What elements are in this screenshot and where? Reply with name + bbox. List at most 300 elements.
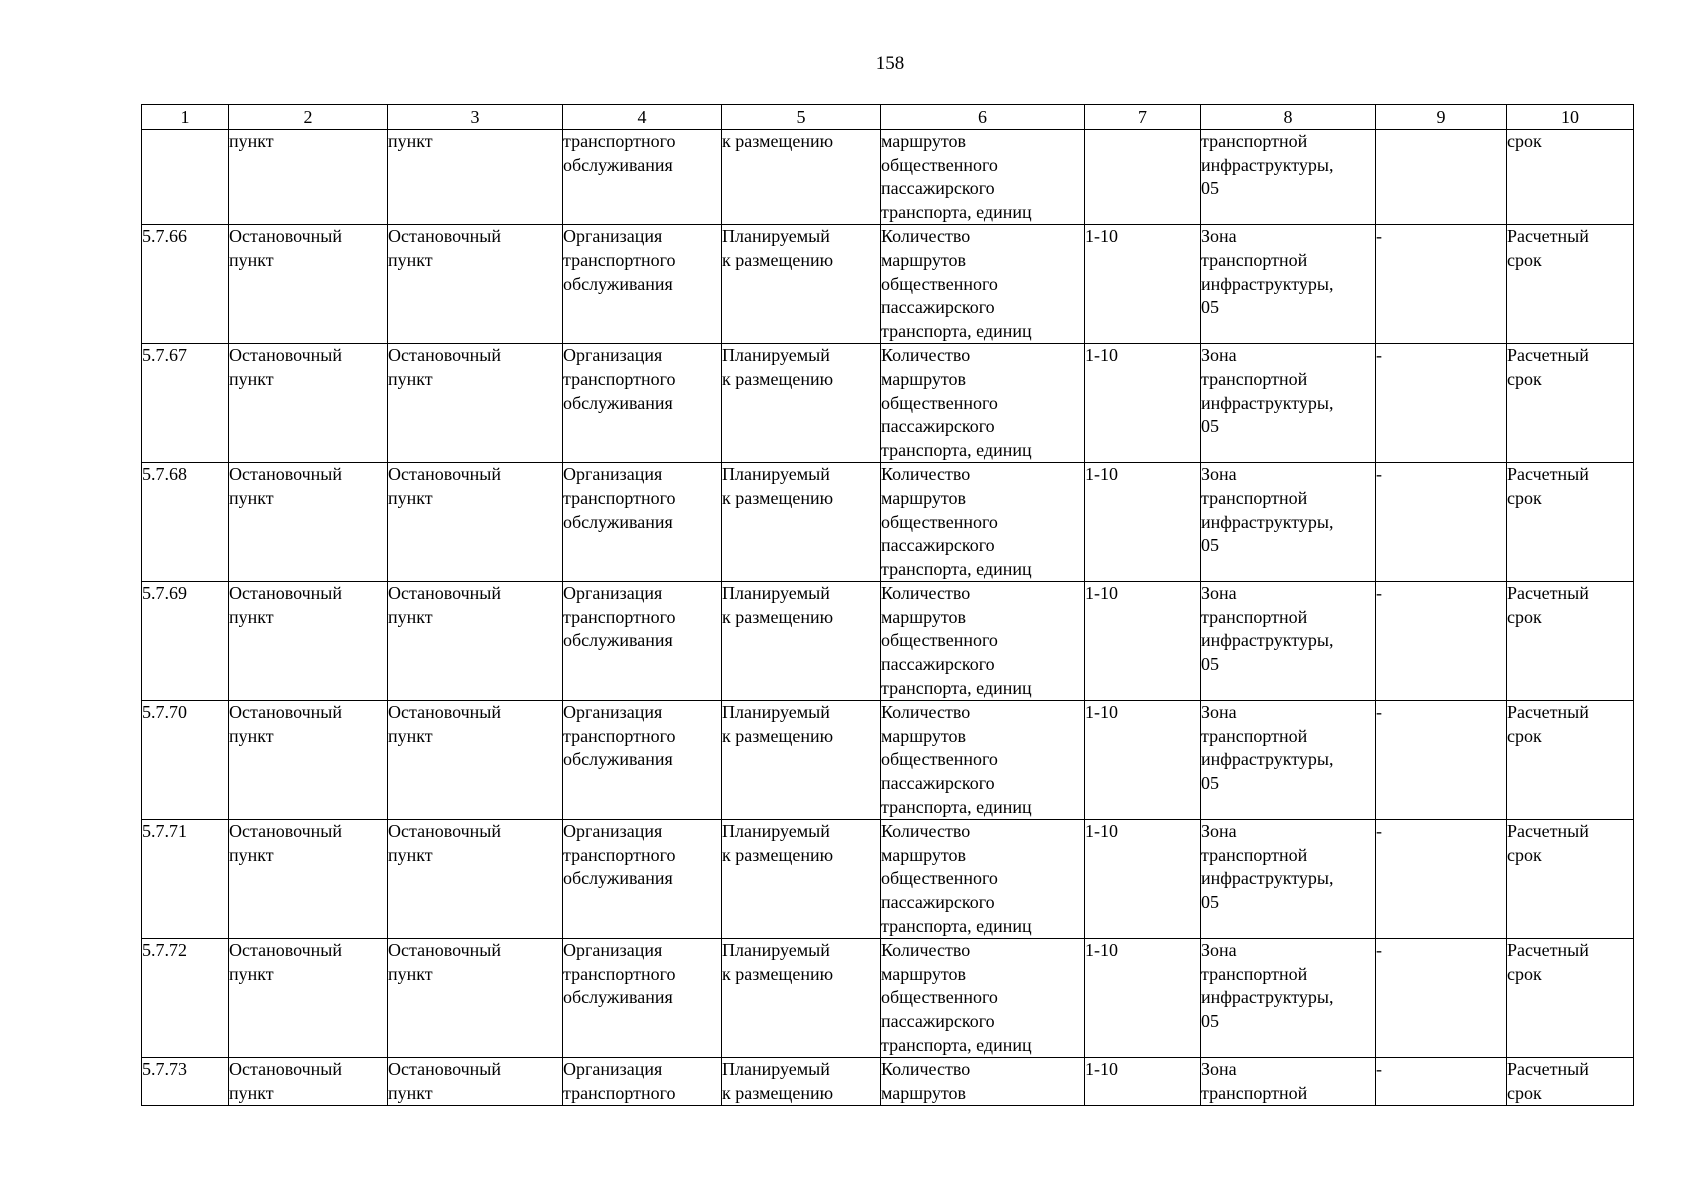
cell-text-line: пассажирского [881, 416, 995, 437]
table-cell [722, 939, 881, 1058]
table-cell [1085, 463, 1201, 582]
cell-text-line: обслуживания [563, 392, 673, 413]
cell-text-line: обслуживания [563, 749, 673, 770]
table-cell [881, 582, 1085, 701]
cell-text-line: пункт [388, 844, 433, 865]
cell-text-line: транспортной [1201, 963, 1308, 984]
cell-text-line: пассажирского [881, 1010, 995, 1031]
table-cell [388, 939, 563, 1058]
table-cell [229, 130, 388, 225]
table-row [142, 582, 1634, 701]
cell-text-line: транспортной [1201, 725, 1308, 746]
cell-text-line: 05 [1201, 535, 1219, 556]
cell-text-line: пункт [388, 963, 433, 984]
cell-text-line: 1-10 [1085, 1059, 1118, 1080]
table-cell [1085, 701, 1201, 820]
table-row [142, 130, 1634, 225]
cell-text-line: 5.7.73 [142, 1059, 187, 1080]
table-cell [1201, 463, 1376, 582]
table-cell [1201, 701, 1376, 820]
table-cell [881, 820, 1085, 939]
column-header: 6 [881, 105, 1085, 130]
cell-text-line: обслуживания [563, 273, 673, 294]
table-cell [1085, 939, 1201, 1058]
cell-text-line: Количество [881, 345, 971, 366]
table-cell [1507, 344, 1634, 463]
table-cell [563, 463, 722, 582]
cell-text-line: срок [1507, 368, 1542, 389]
table-row [142, 939, 1634, 1058]
cell-text-line: обслуживания [563, 154, 673, 175]
cell-text-line: Остановочный [388, 1059, 502, 1080]
cell-text-line: 5.7.72 [142, 940, 187, 961]
cell-text-line: пункт [229, 131, 274, 151]
cell-text-line: пассажирского [881, 773, 995, 794]
cell-text-line: Планируемый [722, 702, 830, 723]
cell-text-line: 5.7.66 [142, 226, 187, 247]
cell-text-line: транспортной [1201, 131, 1308, 151]
cell-text-line: Остановочный [229, 583, 343, 604]
cell-text-line: 1-10 [1085, 583, 1118, 604]
table-cell [229, 820, 388, 939]
cell-text-line: пассажирского [881, 654, 995, 675]
table-cell [563, 1058, 722, 1106]
table-cell [142, 130, 229, 225]
table-cell [563, 701, 722, 820]
cell-text-line: к размещению [722, 487, 834, 508]
cell-text-line: Планируемый [722, 345, 830, 366]
table-cell [722, 225, 881, 344]
cell-text-line: Остановочный [388, 940, 502, 961]
table-cell [229, 463, 388, 582]
table-cell [563, 582, 722, 701]
cell-text-line: инфраструктуры, [1201, 868, 1334, 889]
cell-text-line: 1-10 [1085, 345, 1118, 366]
cell-text-line: к размещению [722, 725, 834, 746]
cell-text-line: транспортного [563, 844, 676, 865]
table-cell [142, 701, 229, 820]
cell-text-line: к размещению [722, 963, 834, 984]
cell-text-line: транспортного [563, 725, 676, 746]
cell-text-line: срок [1507, 963, 1542, 984]
cell-text-line: Зона [1201, 940, 1237, 961]
cell-text-line: Расчетный [1507, 583, 1589, 604]
table-row [142, 820, 1634, 939]
cell-text-line: Организация [563, 1059, 663, 1080]
table-cell [722, 344, 881, 463]
cell-text-line: Планируемый [722, 226, 830, 247]
table-cell [1507, 701, 1634, 820]
table-cell [388, 344, 563, 463]
cell-text-line: Расчетный [1507, 821, 1589, 842]
table-cell [1507, 582, 1634, 701]
cell-text-line: транспорта, единиц [881, 201, 1032, 222]
cell-text-line: Количество [881, 940, 971, 961]
cell-text-line: срок [1507, 249, 1542, 270]
cell-text-line: маршрутов [881, 725, 967, 746]
cell-text-line: Расчетный [1507, 702, 1589, 723]
table-cell [1507, 939, 1634, 1058]
table-cell [722, 130, 881, 225]
table-cell [1507, 820, 1634, 939]
cell-text-line: Организация [563, 821, 663, 842]
table-cell [388, 463, 563, 582]
cell-text-line: транспорта, единиц [881, 439, 1032, 460]
cell-text-line: Организация [563, 464, 663, 485]
cell-text-line: к размещению [722, 844, 834, 865]
cell-text-line: Организация [563, 345, 663, 366]
table-cell [1201, 939, 1376, 1058]
table-cell [1201, 225, 1376, 344]
table-cell [1201, 344, 1376, 463]
cell-text-line: 5.7.67 [142, 345, 187, 366]
cell-text-line: Количество [881, 1059, 971, 1080]
cell-text-line: срок [1507, 131, 1542, 151]
cell-text-line: Количество [881, 226, 971, 247]
cell-text-line: транспорта, единиц [881, 796, 1032, 817]
cell-text-line: обслуживания [563, 511, 673, 532]
table-cell [881, 701, 1085, 820]
cell-text-line: Количество [881, 821, 971, 842]
cell-text-line: Расчетный [1507, 1059, 1589, 1080]
cell-text-line: 5.7.71 [142, 821, 187, 842]
header-row [142, 105, 1634, 130]
cell-text-line: Организация [563, 940, 663, 961]
cell-text-line: транспортной [1201, 844, 1308, 865]
cell-text-line: общественного [881, 630, 998, 651]
cell-text-line: Планируемый [722, 940, 830, 961]
table-cell [881, 463, 1085, 582]
cell-text-line: маршрутов [881, 963, 967, 984]
cell-text-line: Остановочный [229, 821, 343, 842]
cell-text-line: Расчетный [1507, 345, 1589, 366]
cell-text-line: пункт [229, 963, 274, 984]
cell-text-line: Количество [881, 583, 971, 604]
table-header [142, 105, 1634, 130]
cell-text-line: пункт [229, 487, 274, 508]
cell-text-line: пункт [229, 606, 274, 627]
cell-text-line: - [1376, 940, 1382, 961]
table-cell [142, 225, 229, 344]
table-cell [1376, 701, 1507, 820]
table-cell [1376, 344, 1507, 463]
cell-text-line: 05 [1201, 178, 1219, 199]
cell-text-line: транспортной [1201, 249, 1308, 270]
cell-text-line: маршрутов [881, 1082, 967, 1103]
cell-text-line: пассажирского [881, 892, 995, 912]
table-cell [1201, 130, 1376, 225]
table-cell [722, 701, 881, 820]
table-cell [1201, 820, 1376, 939]
table-row [142, 463, 1634, 582]
table-cell [722, 463, 881, 582]
table-cell [1085, 225, 1201, 344]
cell-text-line: Расчетный [1507, 940, 1589, 961]
cell-text-line: маршрутов [881, 131, 967, 151]
table-cell [229, 225, 388, 344]
cell-text-line: общественного [881, 511, 998, 532]
cell-text-line: транспорта, единиц [881, 558, 1032, 579]
cell-text-line: к размещению [722, 368, 834, 389]
cell-text-line: 1-10 [1085, 821, 1118, 842]
column-header: 9 [1376, 105, 1507, 130]
cell-text-line: - [1376, 226, 1382, 247]
table-cell [881, 939, 1085, 1058]
cell-text-line: Зона [1201, 1059, 1237, 1080]
cell-text-line: инфраструктуры, [1201, 273, 1334, 294]
table-cell [388, 1058, 563, 1106]
table-cell [388, 130, 563, 225]
cell-text-line: общественного [881, 273, 998, 294]
table-cell [229, 701, 388, 820]
table-cell [1085, 344, 1201, 463]
table-cell [563, 130, 722, 225]
table-cell [563, 939, 722, 1058]
cell-text-line: Остановочный [229, 702, 343, 723]
table-cell [142, 939, 229, 1058]
cell-text-line: транспорта, единиц [881, 1034, 1032, 1055]
cell-text-line: 05 [1201, 1010, 1219, 1031]
cell-text-line: пассажирского [881, 178, 995, 199]
cell-text-line: транспортного [563, 487, 676, 508]
cell-text-line: Зона [1201, 821, 1237, 842]
cell-text-line: транспортного [563, 606, 676, 627]
cell-text-line: маршрутов [881, 606, 967, 627]
table-row [142, 1058, 1634, 1106]
cell-text-line: срок [1507, 606, 1542, 627]
table-cell [881, 344, 1085, 463]
cell-text-line: транспортной [1201, 487, 1308, 508]
table-cell [1376, 820, 1507, 939]
table-cell [1376, 225, 1507, 344]
cell-text-line: Остановочный [388, 583, 502, 604]
cell-text-line: пункт [388, 1082, 433, 1103]
cell-text-line: срок [1507, 844, 1542, 865]
cell-text-line: транспорта, единиц [881, 677, 1032, 698]
table-cell [142, 344, 229, 463]
cell-text-line: к размещению [722, 249, 834, 270]
cell-text-line: пункт [388, 249, 433, 270]
cell-text-line: - [1376, 1059, 1382, 1080]
cell-text-line: общественного [881, 868, 998, 889]
cell-text-line: пункт [388, 368, 433, 389]
cell-text-line: обслуживания [563, 987, 673, 1008]
cell-text-line: маршрутов [881, 844, 967, 865]
cell-text-line: общественного [881, 154, 998, 175]
cell-text-line: срок [1507, 725, 1542, 746]
cell-text-line: Расчетный [1507, 226, 1589, 247]
cell-text-line: 05 [1201, 773, 1219, 794]
data-table [141, 104, 1634, 1106]
cell-text-line: транспорта, единиц [881, 915, 1032, 936]
cell-text-line: транспортной [1201, 368, 1308, 389]
cell-text-line: транспорта, единиц [881, 320, 1032, 341]
cell-text-line: транспортной [1201, 1082, 1308, 1103]
cell-text-line: - [1376, 583, 1382, 604]
cell-text-line: пассажирского [881, 297, 995, 318]
table-cell [1507, 225, 1634, 344]
cell-text-line: Зона [1201, 583, 1237, 604]
cell-text-line: Планируемый [722, 583, 830, 604]
cell-text-line: пункт [229, 368, 274, 389]
cell-text-line: 5.7.70 [142, 702, 187, 723]
cell-text-line: обслуживания [563, 868, 673, 889]
table-cell [1085, 820, 1201, 939]
column-header: 3 [388, 105, 563, 130]
cell-text-line: транспортного [563, 249, 676, 270]
cell-text-line: Планируемый [722, 464, 830, 485]
cell-text-line: пункт [388, 487, 433, 508]
cell-text-line: - [1376, 345, 1382, 366]
cell-text-line: к размещению [722, 131, 834, 151]
table-cell [1376, 1058, 1507, 1106]
cell-text-line: Зона [1201, 226, 1237, 247]
table-cell [1085, 130, 1201, 225]
cell-text-line: Остановочный [388, 345, 502, 366]
table-cell [388, 582, 563, 701]
cell-text-line: Организация [563, 226, 663, 247]
table-cell [881, 225, 1085, 344]
cell-text-line: - [1376, 464, 1382, 485]
cell-text-line: Количество [881, 464, 971, 485]
cell-text-line: Зона [1201, 345, 1237, 366]
cell-text-line: пункт [388, 131, 433, 151]
table-cell [229, 939, 388, 1058]
cell-text-line: инфраструктуры, [1201, 749, 1334, 770]
cell-text-line: маршрутов [881, 249, 967, 270]
table-cell [1085, 1058, 1201, 1106]
cell-text-line: пункт [229, 1082, 274, 1103]
cell-text-line: обслуживания [563, 630, 673, 651]
cell-text-line: Организация [563, 702, 663, 723]
cell-text-line: Остановочный [229, 940, 343, 961]
cell-text-line: Остановочный [388, 702, 502, 723]
table-cell [1507, 463, 1634, 582]
table-cell [563, 225, 722, 344]
cell-text-line: инфраструктуры, [1201, 511, 1334, 532]
column-header: 7 [1085, 105, 1201, 130]
cell-text-line: транспортного [563, 131, 676, 151]
cell-text-line: 05 [1201, 654, 1219, 675]
table-row [142, 344, 1634, 463]
table-cell [142, 463, 229, 582]
table-cell [881, 1058, 1085, 1106]
table-cell [1376, 939, 1507, 1058]
cell-text-line: маршрутов [881, 487, 967, 508]
cell-text-line: Остановочный [229, 1059, 343, 1080]
cell-text-line: пункт [229, 249, 274, 270]
cell-text-line: срок [1507, 1082, 1542, 1103]
table-row [142, 225, 1634, 344]
cell-text-line: к размещению [722, 1082, 834, 1103]
cell-text-line: транспортного [563, 963, 676, 984]
cell-text-line: Остановочный [229, 345, 343, 366]
cell-text-line: инфраструктуры, [1201, 154, 1334, 175]
column-header: 5 [722, 105, 881, 130]
column-header: 1 [142, 105, 229, 130]
cell-text-line: 1-10 [1085, 702, 1118, 723]
cell-text-line: общественного [881, 987, 998, 1008]
table-cell [722, 1058, 881, 1106]
table-cell [229, 344, 388, 463]
cell-text-line: транспортной [1201, 606, 1308, 627]
cell-text-line: 05 [1201, 416, 1219, 437]
table-cell [1085, 582, 1201, 701]
cell-text-line: 1-10 [1085, 940, 1118, 961]
cell-text-line: срок [1507, 487, 1542, 508]
table-cell [229, 1058, 388, 1106]
table-cell [142, 582, 229, 701]
cell-text-line: Зона [1201, 464, 1237, 485]
table-cell [563, 344, 722, 463]
cell-text-line: - [1376, 821, 1382, 842]
cell-text-line: 05 [1201, 297, 1219, 318]
cell-text-line: пункт [388, 725, 433, 746]
column-header: 10 [1507, 105, 1634, 130]
cell-text-line: Остановочный [388, 226, 502, 247]
cell-text-line: пункт [229, 844, 274, 865]
cell-text-line: Остановочный [229, 226, 343, 247]
cell-text-line: транспортного [563, 1082, 676, 1103]
table-cell [388, 225, 563, 344]
table-cell [722, 582, 881, 701]
cell-text-line: маршрутов [881, 368, 967, 389]
cell-text-line: к размещению [722, 606, 834, 627]
table-cell [722, 820, 881, 939]
table-cell [1376, 130, 1507, 225]
column-header: 2 [229, 105, 388, 130]
cell-text-line: 5.7.69 [142, 583, 187, 604]
table-cell [142, 1058, 229, 1106]
table-cell [1507, 130, 1634, 225]
cell-text-line: общественного [881, 749, 998, 770]
cell-text-line: пункт [229, 725, 274, 746]
cell-text-line: Остановочный [229, 464, 343, 485]
cell-text-line: 1-10 [1085, 226, 1118, 247]
cell-text-line: Организация [563, 583, 663, 604]
cell-text-line: Остановочный [388, 821, 502, 842]
cell-text-line: пункт [388, 606, 433, 627]
cell-text-line: Планируемый [722, 1059, 830, 1080]
table-cell [1201, 1058, 1376, 1106]
cell-text-line: 5.7.68 [142, 464, 187, 485]
table-cell [388, 701, 563, 820]
cell-text-line: Планируемый [722, 821, 830, 842]
table-cell [1507, 1058, 1634, 1106]
cell-text-line: Зона [1201, 702, 1237, 723]
table-cell [881, 130, 1085, 225]
table-cell [142, 820, 229, 939]
cell-text-line: инфраструктуры, [1201, 630, 1334, 651]
table-cell [1376, 463, 1507, 582]
cell-text-line: инфраструктуры, [1201, 392, 1334, 413]
cell-text-line: Остановочный [388, 464, 502, 485]
table-cell [563, 820, 722, 939]
table-cell [388, 820, 563, 939]
table-cell [1201, 582, 1376, 701]
cell-text-line: 05 [1201, 892, 1219, 912]
cell-text-line: транспортного [563, 368, 676, 389]
cell-text-line: пассажирского [881, 535, 995, 556]
cell-text-line: общественного [881, 392, 998, 413]
column-header: 8 [1201, 105, 1376, 130]
table-cell [1376, 582, 1507, 701]
cell-text-line: Расчетный [1507, 464, 1589, 485]
table-row [142, 701, 1634, 820]
table-cell [229, 582, 388, 701]
table-body [142, 130, 1634, 1106]
column-header: 4 [563, 105, 722, 130]
